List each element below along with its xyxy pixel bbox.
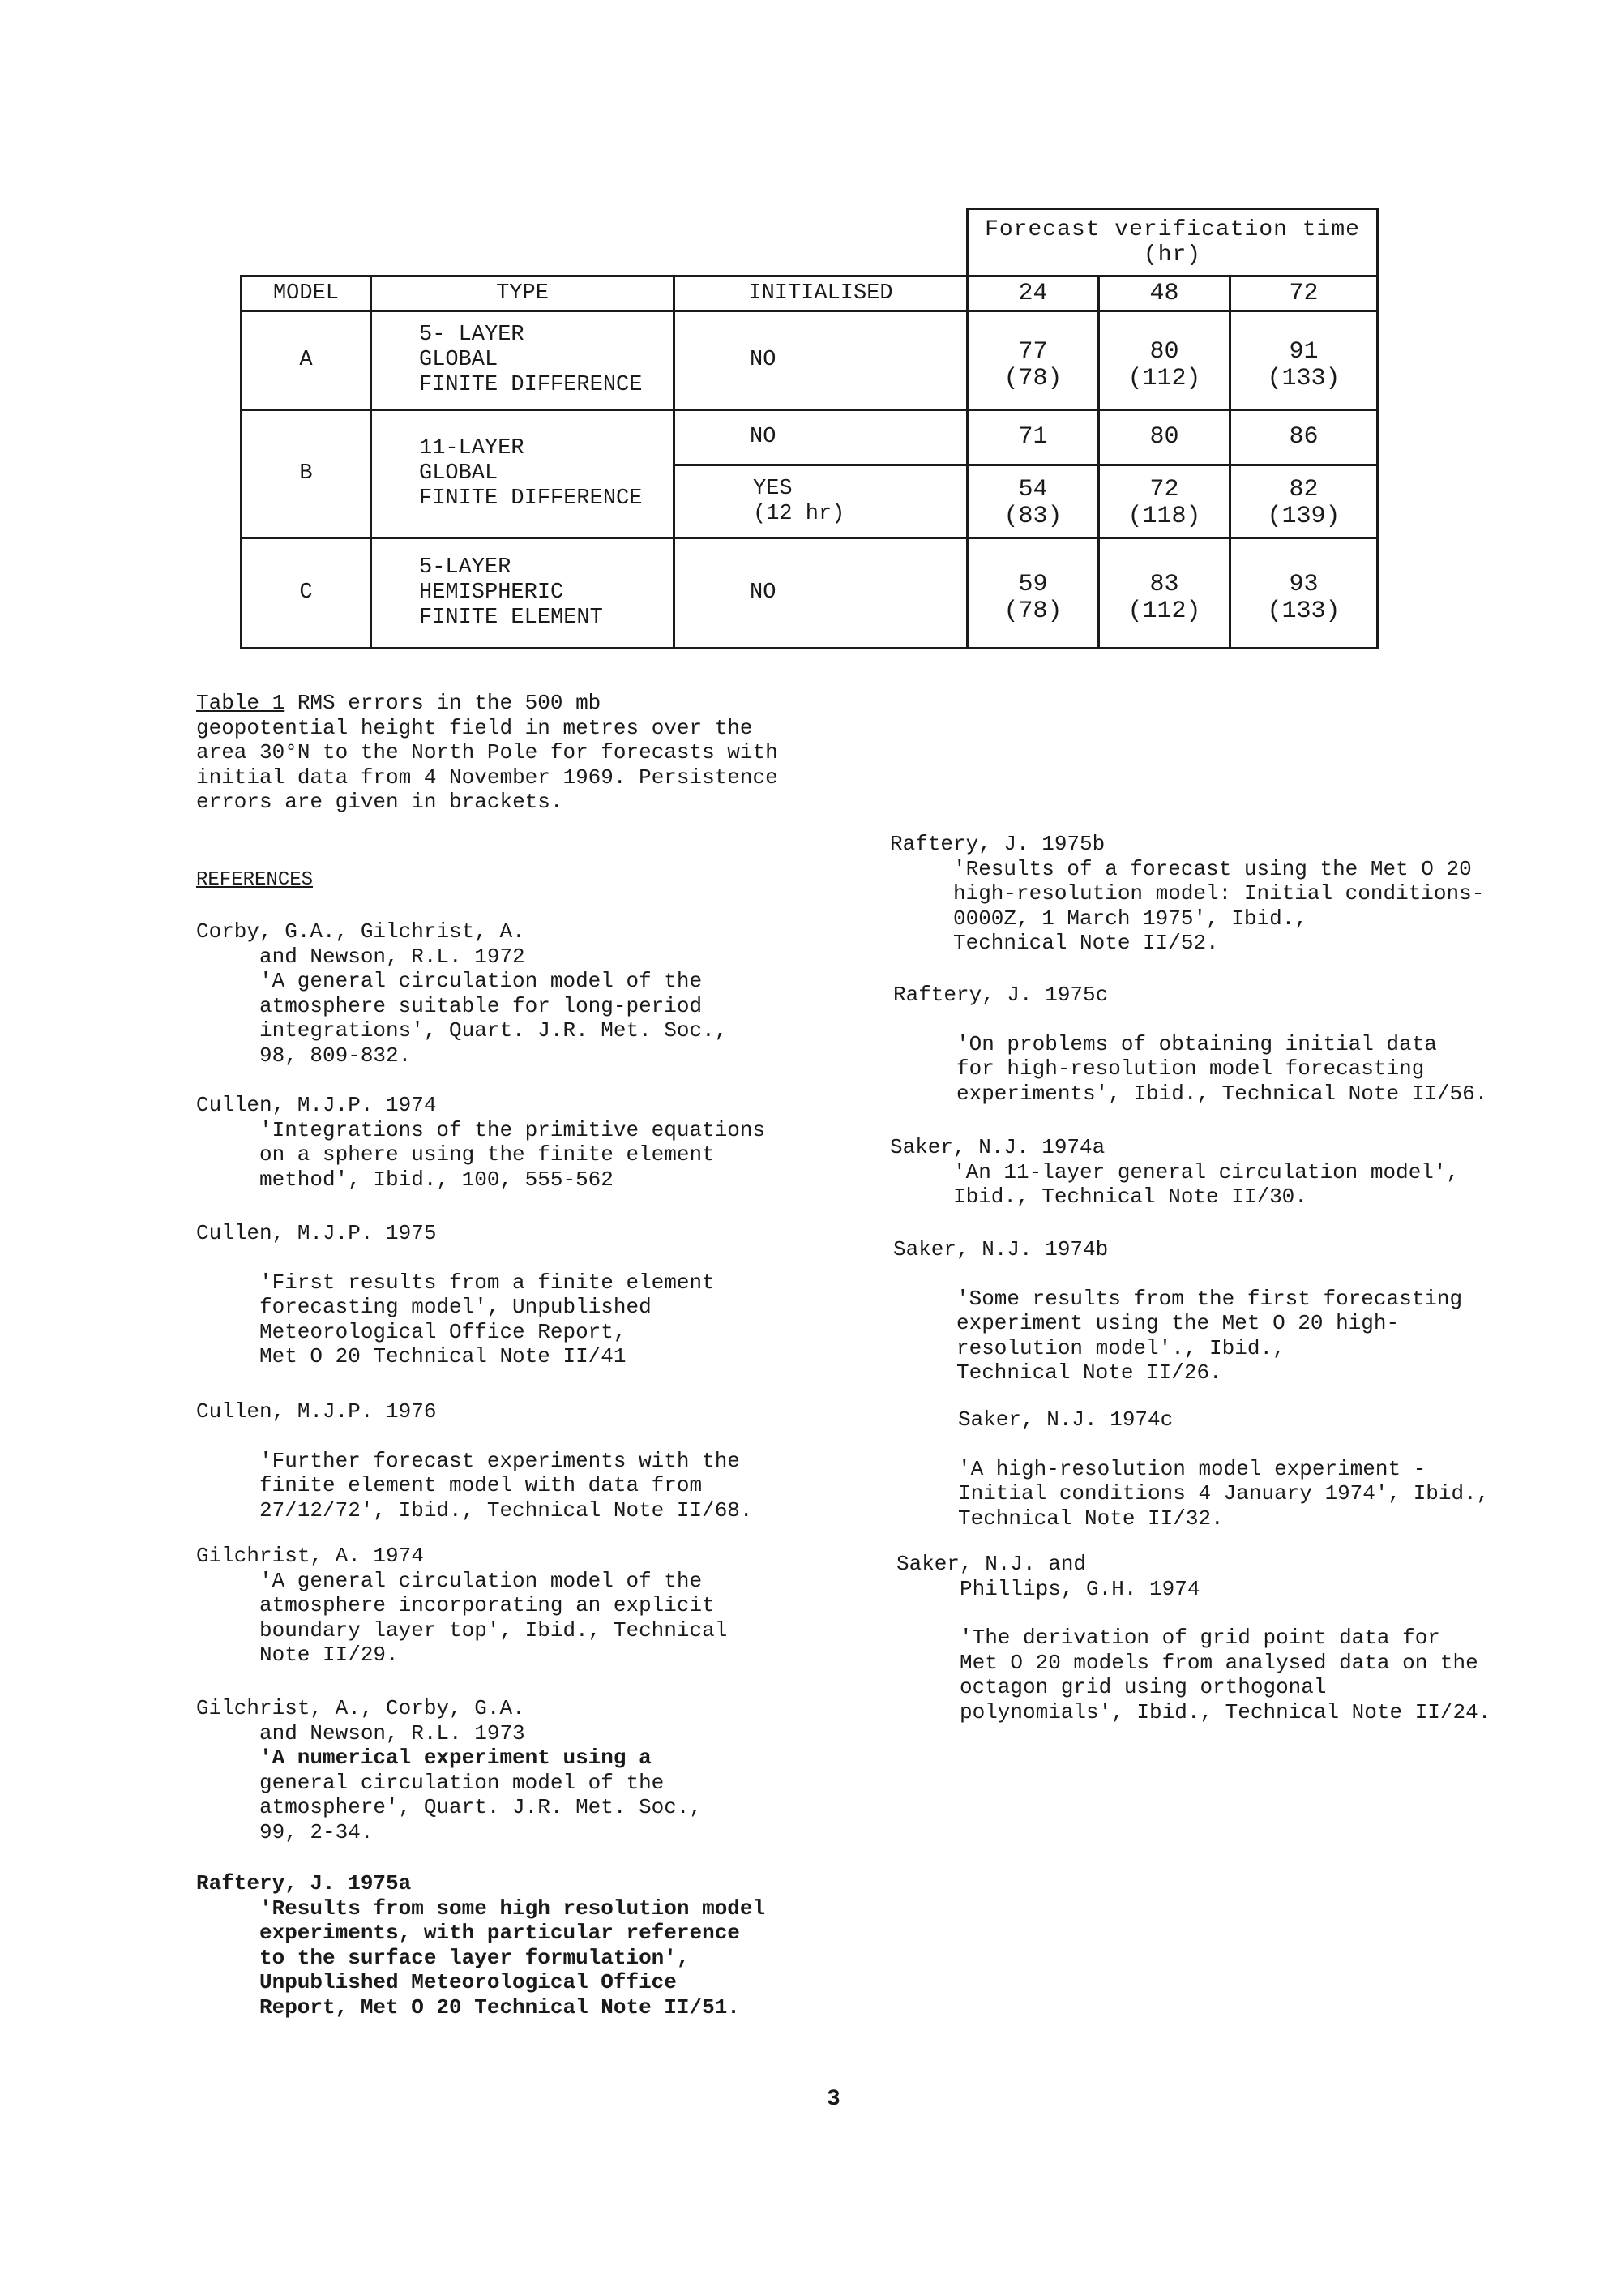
type-cell: 5-LAYER HEMISPHERIC FINITE ELEMENT: [371, 538, 674, 649]
table-row: [242, 311, 1378, 410]
value-cell-48: 72 (118): [1099, 465, 1230, 538]
reference-entry: Saker, N.J. 1974a 'An 11-layer general circulation model', Ibid., Technical Note II/30.: [890, 1135, 1460, 1209]
value-cell-48: 80 (112): [1099, 311, 1230, 410]
value-cell-24: 59 (78): [968, 538, 1099, 649]
model-cell: C: [242, 538, 371, 649]
reference-entry: Saker, N.J. 1974c 'A high-resolution model experiment - Initial conditions 4 January 1974', Ibid., Technical Note II/32.: [958, 1407, 1490, 1531]
col-header-model: MODEL: [242, 276, 371, 311]
col-header-initialised: INITIALISED: [674, 276, 968, 311]
col-header-type: TYPE: [371, 276, 674, 311]
reference-entry: Raftery, J. 1975c 'On problems of obtaining initial data for high-resolution model forecasting experiments', Ibid., Technical Note II/56.: [893, 983, 1488, 1106]
caption-label: Table 1: [196, 691, 285, 715]
initialised-cell: NO: [674, 538, 968, 649]
value-cell-24: 71: [968, 410, 1099, 465]
reference-entry: Gilchrist, A. 1974 'A general circulation model of the atmosphere incorporating an explicit boundary layer top', Ibid., Technical Note II/29.: [196, 1544, 728, 1667]
table-row: [242, 538, 1378, 649]
initialised-cell: YES (12 hr): [674, 465, 968, 538]
value-cell-24: 77 (78): [968, 311, 1099, 410]
reference-entry: Cullen, M.J.P. 1974 'Integrations of the primitive equations on a sphere using the finite element method', Ibid., 100, 555-562: [196, 1093, 766, 1192]
type-cell: 11-LAYER GLOBAL FINITE DIFFERENCE: [371, 410, 674, 538]
table-row: [242, 410, 1378, 465]
reference-entry: Cullen, M.J.P. 1975 'First results from a finite element forecasting model', Unpublished Meteorological Office Report, Met O 20 Technical Note II/41: [196, 1221, 715, 1369]
reference-entry: Corby, G.A., Gilchrist, A. and Newson, R.L. 1972 'A general circulation model of the atmosphere suitable for long-period integrations', Quart. J.R. Met. Soc., 98, 809-832.: [196, 919, 728, 1068]
value-cell-72: 93 (133): [1230, 538, 1378, 649]
page-number: 3: [827, 2087, 840, 2112]
col-header-72: 72: [1230, 276, 1378, 311]
col-header-48: 48: [1099, 276, 1230, 311]
reference-entry: Cullen, M.J.P. 1976 'Further forecast experiments with the finite element model with data from 27/12/72', Ibid., Technical Note II/68.: [196, 1399, 753, 1523]
rms-error-table: [240, 208, 1379, 649]
value-cell-24: 54 (83): [968, 465, 1099, 538]
table-row: [242, 209, 1378, 276]
reference-entry: Saker, N.J. 1974b 'Some results from the first forecasting experiment using the Met O 20 high- resolution model'., Ibid., Technical Note II/26.: [893, 1237, 1463, 1385]
reference-entry: Raftery, J. 1975b 'Results of a forecast using the Met O 20 high-resolution model: Initial conditions- 0000Z, 1 March 1975', Ibid., Technical Note II/52.: [890, 832, 1485, 955]
reference-entry: Saker, N.J. and Phillips, G.H. 1974 'The derivation of grid point data for Met O 20 models from analysed data on the octagon grid using orthogonal polynomials', Ibid., Technical Note II/24.: [896, 1552, 1491, 1724]
value-cell-48: 80: [1099, 410, 1230, 465]
value-cell-72: 86: [1230, 410, 1378, 465]
table-caption: [196, 691, 812, 815]
initialised-cell: NO: [674, 311, 968, 410]
model-cell: A: [242, 311, 371, 410]
reference-entry: Raftery, J. 1975a 'Results from some high resolution model experiments, with particular reference to the surface layer formulation', Unpublished Meteorological Office Report, Met O 20 Technical Note II/51.: [196, 1871, 766, 2020]
model-cell: B: [242, 410, 371, 538]
value-cell-72: 91 (133): [1230, 311, 1378, 410]
type-cell: 5- LAYER GLOBAL FINITE DIFFERENCE: [371, 311, 674, 410]
col-header-24: 24: [968, 276, 1099, 311]
table-header-row: [242, 276, 1378, 311]
verification-time-header: Forecast verification time (hr): [968, 209, 1378, 276]
caption-text: RMS errors in the 500 mb geopotential height field in metres over the area 30°N to the North Pole for forecasts with initial data from 4 November 1969. Persistence errors are given in brackets.: [196, 691, 778, 814]
reference-entry: Gilchrist, A., Corby, G.A. and Newson, R.L. 1973 'A numerical experiment using a general circulation model of the atmosphere', Quart. J.R. Met. Soc., 99, 2-34.: [196, 1696, 703, 1844]
initialised-cell: NO: [674, 410, 968, 465]
value-cell-72: 82 (139): [1230, 465, 1378, 538]
value-cell-48: 83 (112): [1099, 538, 1230, 649]
references-heading: REFERENCES: [196, 869, 314, 891]
